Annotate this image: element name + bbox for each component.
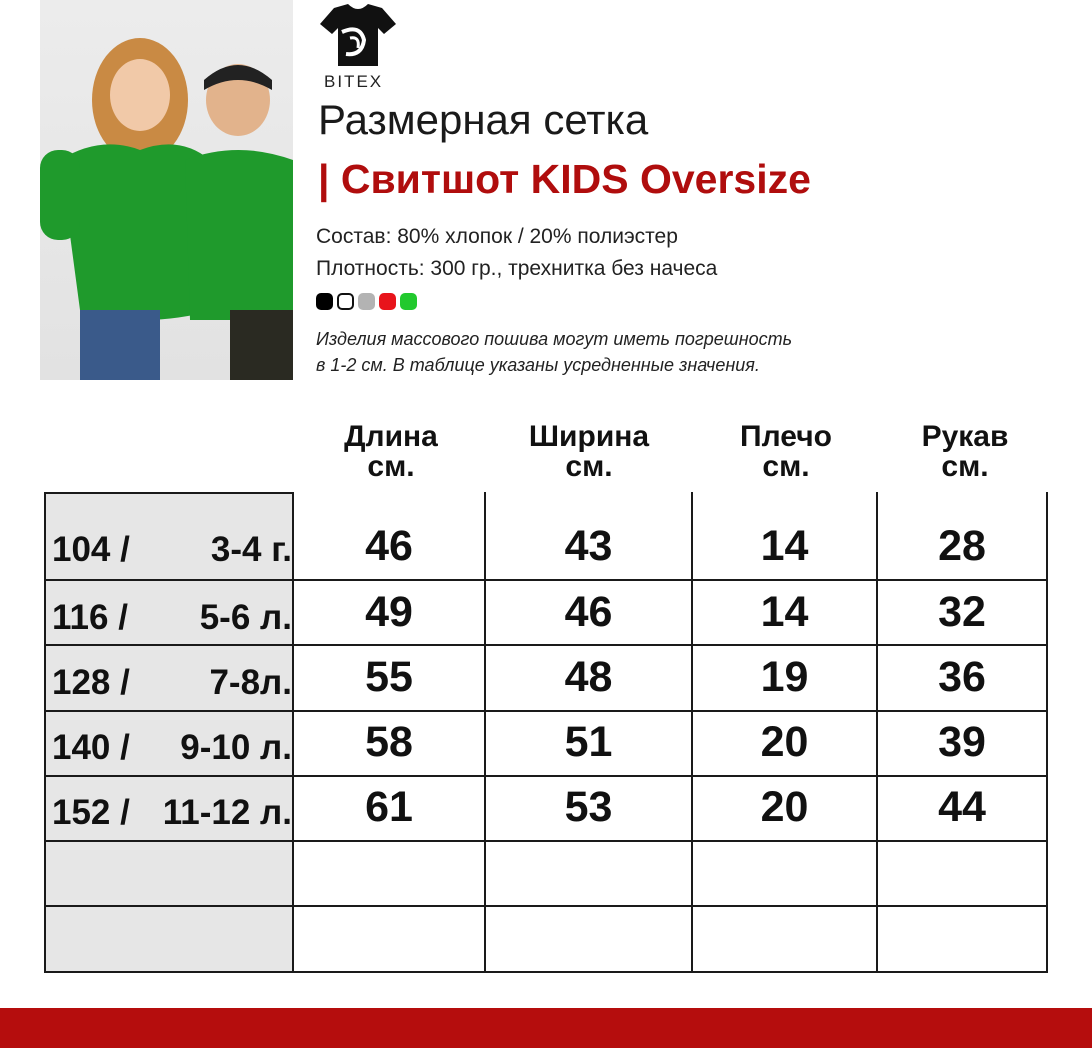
footer-bar bbox=[0, 1008, 1092, 1048]
size-table bbox=[44, 492, 1048, 973]
table-cell: 19 bbox=[760, 653, 809, 701]
table-cell: 51 bbox=[564, 718, 613, 766]
column-header-shoulder bbox=[694, 422, 878, 482]
column-unit: см. bbox=[565, 450, 613, 483]
table-cell: 39 bbox=[938, 718, 986, 766]
tshirt-logo-icon bbox=[320, 4, 396, 68]
product-title: | Свитшот KIDS Oversize bbox=[318, 156, 811, 202]
note-line-2: в 1-2 см. В таблице указаны усредненные значения. bbox=[316, 355, 760, 375]
color-swatch bbox=[379, 293, 396, 310]
row-label bbox=[52, 530, 292, 570]
row-age: 5-6 л. bbox=[199, 598, 292, 637]
row-age: 3-4 г. bbox=[210, 530, 292, 569]
table-cell: 55 bbox=[365, 653, 413, 701]
table-cell: 58 bbox=[365, 718, 413, 766]
row-label bbox=[52, 728, 292, 768]
table-cell: 43 bbox=[564, 522, 613, 570]
brand-logo bbox=[318, 4, 398, 94]
column-header-width bbox=[487, 422, 691, 482]
row-age: 11-12 л. bbox=[162, 793, 292, 832]
row-divider bbox=[44, 840, 1048, 842]
composition-text: Состав: 80% хлопок / 20% полиэстер bbox=[316, 225, 678, 248]
row-divider bbox=[44, 644, 1048, 646]
table-cell: 20 bbox=[760, 783, 809, 831]
table-border-bottom bbox=[44, 971, 1048, 973]
table-border-right bbox=[1046, 492, 1048, 973]
column-name: Плечо bbox=[740, 420, 832, 453]
column-header-length bbox=[296, 422, 486, 482]
table-cell: 53 bbox=[564, 783, 613, 831]
row-label bbox=[52, 793, 292, 833]
color-swatch bbox=[358, 293, 375, 310]
density-text: Плотность: 300 гр., трехнитка без начеса bbox=[316, 257, 718, 280]
color-swatches bbox=[316, 293, 417, 310]
column-name: Рукав bbox=[921, 420, 1009, 453]
row-age: 9-10 л. bbox=[180, 728, 292, 767]
column-unit: см. bbox=[941, 450, 989, 483]
row-height: 104 / bbox=[52, 530, 130, 569]
note-line-1: Изделия массового пошива могут иметь погрешность bbox=[316, 329, 793, 349]
row-height: 128 / bbox=[52, 663, 130, 702]
table-cell: 46 bbox=[564, 588, 613, 636]
row-divider bbox=[44, 579, 1048, 581]
row-age: 7-8л. bbox=[209, 663, 292, 702]
color-swatch bbox=[316, 293, 333, 310]
color-swatch bbox=[400, 293, 417, 310]
table-cell: 49 bbox=[365, 588, 413, 636]
color-swatch bbox=[337, 293, 354, 310]
row-divider bbox=[44, 775, 1048, 777]
column-name: Длина bbox=[344, 420, 438, 453]
table-cell: 46 bbox=[365, 522, 413, 570]
row-divider bbox=[44, 905, 1048, 907]
product-photo bbox=[40, 0, 293, 380]
table-cell: 28 bbox=[938, 522, 986, 570]
row-height: 140 / bbox=[52, 728, 130, 767]
table-cell: 32 bbox=[938, 588, 986, 636]
column-name: Ширина bbox=[528, 420, 650, 453]
column-header-sleeve bbox=[870, 422, 1060, 482]
table-cell: 20 bbox=[760, 718, 809, 766]
row-height: 152 / bbox=[52, 793, 130, 832]
table-cell: 48 bbox=[564, 653, 613, 701]
table-cell: 44 bbox=[938, 783, 986, 831]
table-cell: 14 bbox=[760, 522, 809, 570]
table-cell: 36 bbox=[938, 653, 986, 701]
row-height: 116 / bbox=[52, 598, 128, 637]
table-border-left bbox=[44, 492, 46, 973]
row-label bbox=[52, 663, 292, 703]
column-unit: см. bbox=[762, 450, 810, 483]
table-cell: 14 bbox=[760, 588, 809, 636]
table-cell: 61 bbox=[365, 783, 413, 831]
row-divider bbox=[44, 710, 1048, 712]
page-title: Размерная сетка bbox=[318, 96, 649, 143]
brand-name: BITEX bbox=[324, 72, 384, 91]
table-border-top bbox=[44, 492, 294, 494]
column-unit: см. bbox=[367, 450, 415, 483]
row-label bbox=[52, 598, 292, 638]
